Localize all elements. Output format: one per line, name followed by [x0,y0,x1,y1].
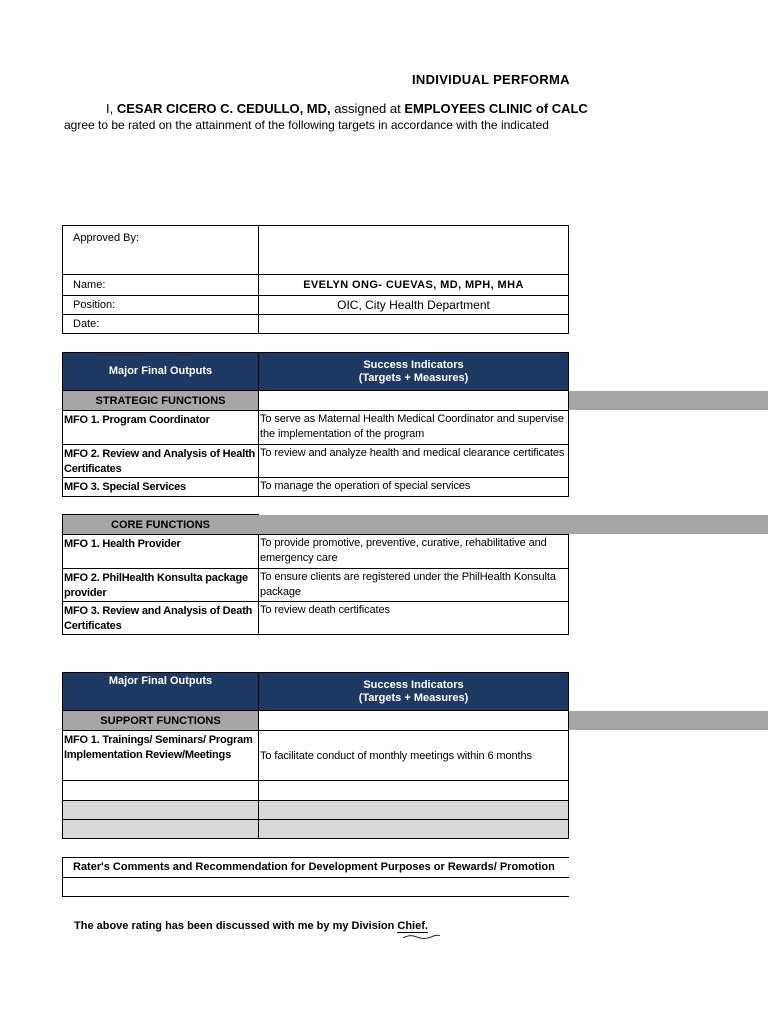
date-field[interactable] [258,314,569,334]
discussion-statement [74,920,428,932]
core-mfo-3: MFO 3. Review and Analysis of Death Certificates [62,601,259,635]
ratee-name: CESAR CICERO C. CEDULLO, MD, [116,101,331,116]
strategic-si-3: To manage the operation of special services [258,477,569,497]
position-label: Position: [62,295,259,315]
support-mfo-1: MFO 1. Trainings/ Seminars/ Program Implementation Review/Meetings [62,730,259,781]
support-empty-row-2a [62,800,259,820]
division-chief-word: Chief. [397,920,428,932]
core-mfo-1: MFO 1. Health Provider [62,534,259,569]
support-empty-row-1a [62,780,259,801]
support-empty-row-1b [258,780,569,801]
strategic-si-2: To review and analyze health and medical clearance certificates [258,444,569,478]
discussion-text: The above rating has been discussed with me by my Division [74,920,398,932]
approved-by-signature[interactable] [258,225,569,275]
core-gray-band [258,515,768,534]
strategic-gray-band [569,391,768,410]
form-title: INDIVIDUAL PERFORMA [412,72,570,87]
strategic-mfo-2: MFO 2. Review and Analysis of Health Certificates [62,444,259,478]
strategic-functions-blank [258,390,569,411]
support-empty-row-2b [258,800,569,820]
support-gray-band [569,711,768,730]
name-label: Name: [62,274,259,296]
ratee-office: EMPLOYEES CLINIC of CALC [404,101,588,116]
strategic-mfo-1: MFO 1. Program Coordinator [62,410,259,445]
strategic-mfo-3: MFO 3. Special Services [62,477,259,497]
support-si-1: To facilitate conduct of monthly meetings within 6 months [258,730,569,781]
strategic-functions-title: STRATEGIC FUNCTIONS [62,390,259,411]
intro-line-2: agree to be rated on the attainment of the following targets in accordance with the indicated [64,118,549,132]
core-functions-title: CORE FUNCTIONS [62,514,259,535]
header-major-final-outputs-2: Major Final Outputs [62,672,259,711]
strategic-si-1: To serve as Maternal Health Medical Coordinator and supervise the implementation of the program [258,410,569,445]
rater-comments-label: Rater's Comments and Recommendation for Development Purposes or Rewards/ Promotion [62,857,569,878]
intro-assigned: assigned at [330,101,405,116]
approver-position: OIC, City Health Department [258,295,569,315]
header-major-final-outputs: Major Final Outputs [62,352,259,391]
header-success-indicators-2: Success Indicators (Targets + Measures) [258,672,569,711]
support-functions-title: SUPPORT FUNCTIONS [62,710,259,731]
intro-line-1 [106,101,588,116]
core-si-2: To ensure clients are registered under the PhilHealth Konsulta package [258,568,569,602]
support-functions-blank [258,710,569,731]
approved-by-label: Approved By: [62,225,259,275]
date-label: Date: [62,314,259,334]
core-si-1: To provide promotive, preventive, curative, rehabilitative and emergency care [258,534,569,569]
core-mfo-2: MFO 2. PhilHealth Konsulta package provider [62,568,259,602]
support-empty-row-3a [62,819,259,839]
signature-squiggle [402,933,442,941]
rater-comments-field[interactable] [62,877,569,897]
support-empty-row-3b [258,819,569,839]
core-si-3: To review death certificates [258,601,569,635]
approver-name: EVELYN ONG- CUEVAS, MD, MPH, MHA [258,274,569,296]
header-success-indicators: Success Indicators (Targets + Measures) [258,352,569,391]
intro-prefix: I, [106,101,117,116]
